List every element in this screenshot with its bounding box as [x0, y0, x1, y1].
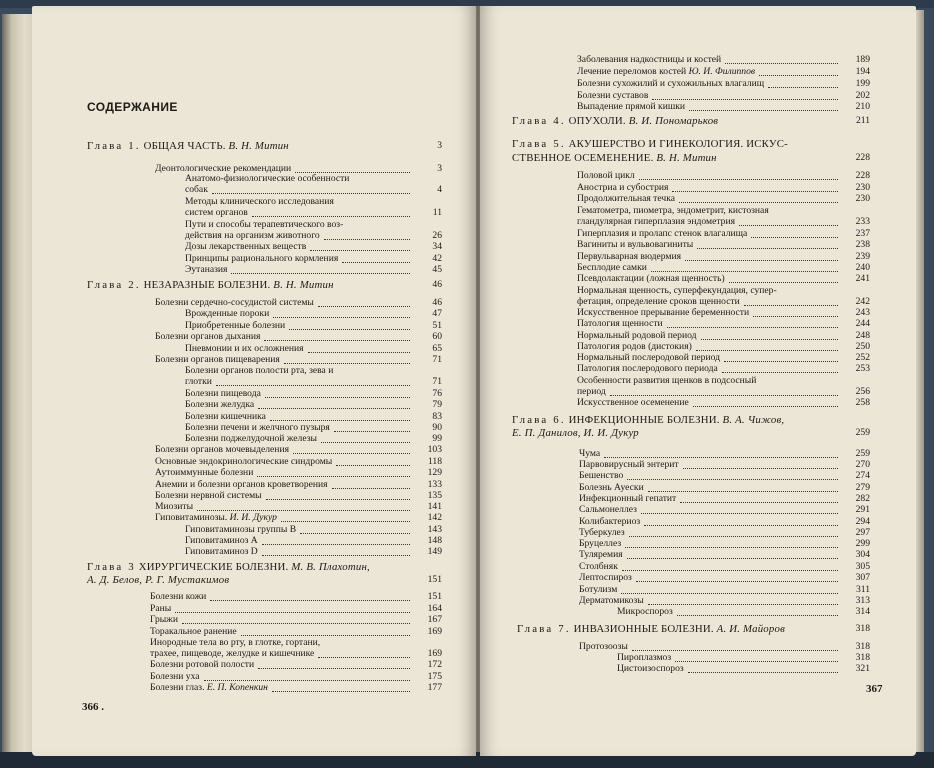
chapter-title: ОПУХОЛИ. — [565, 115, 626, 127]
page-ref: 318 — [855, 641, 870, 652]
toc-entry: Выпадение прямой кишки — [577, 101, 686, 112]
chapter-page-ref: 211 — [855, 115, 870, 126]
toc-entry: Чума — [579, 448, 601, 459]
page-edges — [2, 14, 34, 756]
page-ref: 318 — [855, 652, 870, 663]
toc-entry: Заболевания надкостницы и костей — [577, 54, 722, 65]
dot-leader — [641, 502, 838, 514]
page-ref: 3 — [437, 163, 442, 174]
page-ref: 65 — [432, 343, 442, 354]
chapter-page-ref: 151 — [427, 574, 442, 585]
toc-entry: Раны — [150, 603, 172, 614]
page-ref: 149 — [427, 546, 442, 557]
toc-entry: Миозиты — [155, 501, 194, 512]
chapter-author: В. Н. Митин — [653, 152, 717, 164]
chapter-author: А. И. Майоров — [713, 623, 785, 635]
toc-entry: Гиповитаминозы. И. И. Дукур — [155, 512, 277, 523]
toc-entry: Микроспороз — [617, 606, 673, 617]
page-ref: 141 — [427, 501, 442, 512]
page-ref: 311 — [855, 584, 870, 595]
toc-entry: Болезни органов пищеварения — [155, 354, 280, 365]
chapter-label: Глава 5. — [512, 138, 566, 150]
page-ref: 71 — [432, 354, 442, 365]
page-ref: 253 — [855, 363, 870, 374]
page-ref: 4 — [437, 184, 442, 195]
chapter-page-ref: 318 — [855, 623, 870, 634]
page-ref: 34 — [432, 241, 442, 252]
toc-entry: Искусственное осеменение — [577, 397, 689, 408]
dot-leader — [293, 442, 410, 454]
toc-entry: Основные эндокринологические синдромы — [155, 456, 333, 467]
toc-entry: Столбняк — [579, 561, 618, 572]
chapter-page-ref: 228 — [855, 152, 870, 163]
page-ref: 299 — [855, 538, 870, 549]
page-ref: 103 — [427, 444, 442, 455]
chapter-heading — [517, 623, 785, 635]
chapter-title-cont: А. Д. Белов, Р. Г. Мустакимов — [87, 574, 230, 586]
toc-entry: Болезни поджелудочной железы — [185, 433, 317, 444]
page-ref: 233 — [855, 216, 870, 227]
dot-leader — [636, 570, 838, 582]
page-ref: 83 — [432, 411, 442, 422]
page-ref: 248 — [855, 330, 870, 341]
dot-leader — [210, 589, 410, 601]
dot-leader — [729, 271, 838, 283]
chapter-page-ref: 259 — [855, 427, 870, 438]
chapter-label: Глава 2. — [87, 279, 141, 291]
toc-entry: Болезни сердечно-сосудистой системы — [155, 297, 314, 308]
page-ref: 194 — [855, 66, 870, 77]
toc-entry: Особенности развития щенков в подсосный — [577, 375, 757, 386]
toc-entry: Болезни органов полости рта, зева и — [185, 365, 334, 376]
dot-leader — [264, 329, 410, 341]
toc-entry: Гиповитаминоз D — [185, 546, 258, 557]
toc-entry: Колибактериоз — [579, 516, 641, 527]
chapter-title: ОБЩАЯ ЧАСТЬ. — [140, 140, 226, 152]
toc-entry: Анемии и болезни органов кроветворения — [155, 479, 328, 490]
toc-entry: гландулярная гиперплазия эндометрия — [577, 216, 735, 227]
toc-entry: Гематометра, пиометра, эндометрит, кистозная — [577, 205, 769, 216]
toc-entry: Псевдолактации (ложная щенность) — [577, 273, 725, 284]
page-ref: 45 — [432, 264, 442, 275]
page-ref: 47 — [432, 308, 442, 319]
dot-leader — [688, 661, 838, 673]
toc-entry: Патология послеродового периода — [577, 363, 718, 374]
toc-entry: Продолжительная течка — [577, 193, 675, 204]
page-ref: 304 — [855, 549, 870, 560]
page-ref: 199 — [855, 78, 870, 89]
toc-entry: фетация, определение сроков щенности — [577, 296, 740, 307]
page-number-right: 367 — [866, 683, 883, 695]
chapter-label: Глава 1. — [87, 140, 141, 152]
chapter-author: М. В. Плахотин, — [288, 561, 370, 573]
toc-entry: Болезни уха — [150, 671, 200, 682]
page-ref: 169 — [427, 648, 442, 659]
toc-entry: Туляремия — [579, 549, 623, 560]
page-ref: 60 — [432, 331, 442, 342]
toc-entry: Гиперплазия и пролапс стенок влагалища — [577, 228, 748, 239]
chapter-title: ИНФЕКЦИОННЫЕ БОЛЕЗНИ. — [565, 414, 720, 426]
dot-leader — [697, 237, 838, 249]
toc-entry: Бесплодие самки — [577, 262, 647, 273]
page-ref: 71 — [432, 376, 442, 387]
page-ref: 142 — [427, 512, 442, 523]
page-ref: 118 — [427, 456, 442, 467]
page-ref: 230 — [855, 193, 870, 204]
dot-leader — [310, 239, 410, 251]
dot-leader — [725, 52, 838, 64]
toc-entry: Гиповитаминоз А — [185, 535, 258, 546]
toc-entry: Патология щенности — [577, 318, 663, 329]
toc-entry: Дерматомикозы — [579, 595, 644, 606]
toc-entry: Парвовирусный энтерит — [579, 459, 679, 470]
dot-leader — [241, 624, 410, 636]
toc-entry: Болезни желудка — [185, 399, 255, 410]
dot-leader — [679, 191, 838, 203]
dot-leader — [257, 465, 410, 477]
toc-entry: Бешенство — [579, 470, 624, 481]
chapter-page-ref: 3 — [437, 140, 442, 151]
chapter-label: Глава 3 — [87, 561, 136, 573]
dot-leader — [693, 395, 838, 407]
toc-entry: Грыжи — [150, 614, 178, 625]
chapter-heading-line2 — [512, 427, 639, 439]
page-ref: 76 — [432, 388, 442, 399]
page-ref: 175 — [427, 671, 442, 682]
page-ref: 135 — [427, 490, 442, 501]
page-ref: 11 — [432, 207, 442, 218]
toc-entry: Болезни нервной системы — [155, 490, 262, 501]
page-edges-right — [916, 10, 924, 754]
page-ref: 228 — [855, 170, 870, 181]
entry-author: Е. П. Копенкин — [204, 682, 268, 693]
page-ref: 270 — [855, 459, 870, 470]
toc-entry: Бруцеллез — [579, 538, 622, 549]
page-ref: 148 — [427, 535, 442, 546]
dot-leader — [627, 468, 838, 480]
toc-entry: Пути и способы терапевтического воз- — [185, 219, 344, 230]
toc-entry: Аутоиммунные болезни — [155, 467, 254, 478]
chapter-title: ХИРУРГИЧЕСКИЕ БОЛЕЗНИ. — [135, 561, 289, 573]
toc-entry: Болезни суставов — [577, 90, 649, 101]
toc-entry: Нормальный родовой период — [577, 330, 697, 341]
toc-entry: Искусственное прерывание беременности — [577, 307, 750, 318]
page-ref: 240 — [855, 262, 870, 273]
dot-leader — [768, 76, 838, 88]
page-ref: 189 — [855, 54, 870, 65]
dot-leader — [722, 361, 838, 373]
page-ref: 42 — [432, 253, 442, 264]
toc-entry: собак — [185, 184, 208, 195]
entry-author: Ю. И. Филиппов — [686, 66, 756, 77]
chapter-author: В. А. Чижов, — [719, 414, 785, 426]
toc-entry: Болезни печени и желчного пузыря — [185, 422, 330, 433]
toc-entry: Нормальная щенность, суперфекундация, супер- — [577, 285, 777, 296]
dot-leader — [639, 168, 838, 180]
chapter-title-cont: Е. П. Данилов, И. И. Дукур — [512, 427, 639, 439]
toc-entry: Дозы лекарственных веществ — [185, 241, 307, 252]
page-ref: 143 — [427, 524, 442, 535]
toc-entry: Болезни глаз. Е. П. Копенкин — [150, 682, 268, 693]
chapter-page-ref: 46 — [432, 279, 442, 290]
toc-entry: Болезни пищевода — [185, 388, 261, 399]
chapter-title: НЕЗАРАЗНЫЕ БОЛЕЗНИ. — [140, 279, 271, 291]
toc-entry: Цистоизоспороз — [617, 663, 684, 674]
toc-entry: Протозоозы — [579, 641, 628, 652]
toc-entry: Врожденные пороки — [185, 308, 270, 319]
toc-entry: Деонтологические рекомендации — [155, 163, 292, 174]
toc-entry: Первульварная вюдермия — [577, 251, 682, 262]
chapter-title: АКУШЕРСТВО И ГИНЕКОЛОГИЯ. ИСКУС- — [565, 138, 788, 150]
chapter-heading-line2 — [512, 152, 717, 164]
page-ref: 294 — [855, 516, 870, 527]
toc-entry: Болезни кожи — [150, 591, 207, 602]
page-ref: 242 — [855, 296, 870, 307]
page-ref: 305 — [855, 561, 870, 572]
dot-leader — [272, 680, 410, 692]
dot-leader — [739, 214, 838, 226]
page-ref: 274 — [855, 470, 870, 481]
page-ref: 321 — [855, 663, 870, 674]
toc-entry: Нормальный послеродовой период — [577, 352, 720, 363]
toc-entry: Болезни органов дыхания — [155, 331, 261, 342]
toc-entry: Болезнь Ауески — [579, 482, 644, 493]
toc-entry: Вагиниты и вульвовагиниты — [577, 239, 694, 250]
page-ref: 167 — [427, 614, 442, 625]
chapter-author: В. Н. Митин — [225, 140, 289, 152]
page-ref: 90 — [432, 422, 442, 433]
chapter-heading-line2 — [87, 574, 229, 586]
toc-entry: Гиповитаминозы группы В — [185, 524, 297, 535]
chapter-heading — [512, 414, 784, 426]
page-ref: 241 — [855, 273, 870, 284]
page-ref: 279 — [855, 482, 870, 493]
toc-entry: Болезни органов мочевыделения — [155, 444, 289, 455]
toc-entry: Болезни кишечника — [185, 411, 266, 422]
page-ref: 230 — [855, 182, 870, 193]
page-ref: 79 — [432, 399, 442, 410]
page-ref: 291 — [855, 504, 870, 515]
dot-leader — [212, 182, 410, 194]
page-number-left: 366 . — [82, 701, 104, 713]
dot-leader — [273, 306, 410, 318]
page-ref: 313 — [855, 595, 870, 606]
page-ref: 129 — [427, 467, 442, 478]
toc-entry: Туберкулез — [579, 527, 625, 538]
dot-leader — [262, 544, 410, 556]
page-ref: 259 — [855, 448, 870, 459]
toc-entry: период — [577, 386, 606, 397]
chapter-heading — [87, 279, 334, 291]
toc-entry: Торакальное ранение — [150, 626, 237, 637]
chapter-title: ИНВАЗИОННЫЕ БОЛЕЗНИ. — [570, 623, 714, 635]
page-ref: 151 — [427, 591, 442, 602]
page-ref: 133 — [427, 479, 442, 490]
toc-entry: Пневмонии и их осложнения — [185, 343, 304, 354]
toc-entry: Сальмонеллез — [579, 504, 637, 515]
page-ref: 239 — [855, 251, 870, 262]
toc-entry: Анатомо-физиологические особенности — [185, 173, 350, 184]
toc-entry: Половой цикл — [577, 170, 635, 181]
toc-entry: Аностриа и субострия — [577, 182, 669, 193]
page-ref: 282 — [855, 493, 870, 504]
toc-entry: Патология родов (дистокия) — [577, 341, 692, 352]
toc-entry: Лептоспироз — [579, 572, 632, 583]
page-ref: 26 — [432, 230, 442, 241]
page-ref: 252 — [855, 352, 870, 363]
dot-leader — [281, 510, 410, 522]
toc-entry: Болезни ротовой полости — [150, 659, 255, 670]
toc-entry: действия на организм животного — [185, 230, 320, 241]
toc-entry: Приобретенные болезни — [185, 320, 286, 331]
toc-entry: Лечение переломов костей Ю. И. Филиппов — [577, 66, 756, 77]
page-ref: 202 — [855, 90, 870, 101]
chapter-author: В. И. Пономарьков — [625, 115, 719, 127]
chapter-heading — [87, 140, 289, 152]
toc-entry: глотки — [185, 376, 212, 387]
toc-entry: Пироплазмоз — [617, 652, 672, 663]
dot-leader — [182, 612, 410, 624]
page-ref: 314 — [855, 606, 870, 617]
dot-leader — [627, 547, 838, 559]
page-ref: 256 — [855, 386, 870, 397]
page-ref: 210 — [855, 101, 870, 112]
page-ref: 243 — [855, 307, 870, 318]
chapter-label: Глава 7. — [517, 623, 571, 635]
dot-leader — [258, 397, 410, 409]
chapter-heading — [87, 561, 370, 573]
page-ref: 258 — [855, 397, 870, 408]
dot-leader — [252, 205, 410, 217]
dot-leader — [284, 352, 410, 364]
dot-leader — [759, 64, 838, 76]
page-title: СОДЕРЖАНИЕ — [87, 100, 178, 114]
chapter-author: В. Н. Митин — [270, 279, 334, 291]
page-ref: 99 — [432, 433, 442, 444]
toc-entry: Инфекционный гепатит — [579, 493, 677, 504]
page-ref: 237 — [855, 228, 870, 239]
page-ref: 244 — [855, 318, 870, 329]
toc-entry: Ботулизм — [579, 584, 618, 595]
dot-leader — [258, 657, 410, 669]
page-ref: 307 — [855, 572, 870, 583]
chapter-label: Глава 6. — [512, 414, 566, 426]
chapter-heading — [512, 115, 718, 127]
page-ref: 46 — [432, 297, 442, 308]
entry-author: И. И. Дукур — [227, 512, 277, 523]
page-ref: 51 — [432, 320, 442, 331]
chapter-label: Глава 4. — [512, 115, 566, 127]
dot-leader — [689, 99, 838, 111]
chapter-heading — [512, 138, 788, 150]
toc-entry: Инородные тела во рту, в глотке, гортани, — [150, 637, 321, 648]
page-ref: 250 — [855, 341, 870, 352]
toc-entry: Методы клинического исследования — [185, 196, 334, 207]
toc-entry: трахее, пищеводе, желудке и кишечнике — [150, 648, 315, 659]
toc-entry: Болезни сухожилий и сухожильных влагалищ — [577, 78, 765, 89]
page-ref: 238 — [855, 239, 870, 250]
page-ref: 164 — [427, 603, 442, 614]
dot-leader — [667, 316, 838, 328]
toc-entry: Эутаназия — [185, 264, 228, 275]
chapter-title-cont: СТВЕННОЕ ОСЕМЕНЕНИЕ. — [512, 152, 654, 164]
page-ref: 169 — [427, 626, 442, 637]
dot-leader — [677, 604, 838, 616]
page-ref: 172 — [427, 659, 442, 670]
toc-entry: систем органов — [185, 207, 248, 218]
page-ref: 297 — [855, 527, 870, 538]
dot-leader — [231, 262, 410, 274]
toc-entry: Принципы рационального кормления — [185, 253, 339, 264]
dot-leader — [216, 374, 410, 386]
page-ref: 177 — [427, 682, 442, 693]
dot-leader — [295, 161, 410, 173]
